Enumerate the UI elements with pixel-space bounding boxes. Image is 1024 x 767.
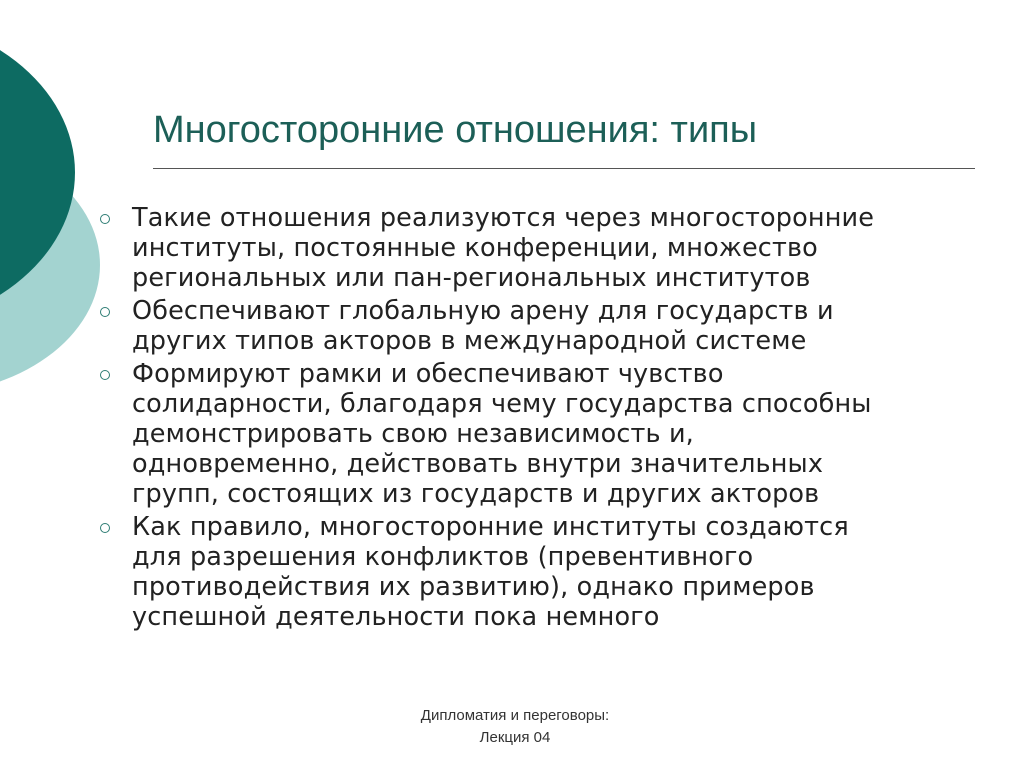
bullet-line: Формируют рамки и обеспечивают чувство — [132, 359, 724, 389]
bullet-line: демонстрировать свою независимость и, — [132, 419, 694, 449]
hollow-circle-bullet-icon — [100, 307, 110, 317]
bullet-line: Как правило, многосторонние институты создаются — [132, 512, 849, 542]
bullet-item — [100, 359, 980, 509]
bullet-item — [100, 512, 980, 632]
bullet-item — [100, 203, 980, 293]
bullet-item — [100, 296, 980, 356]
hollow-circle-bullet-icon — [100, 523, 110, 533]
bullet-line: институты, постоянные конференции, множество — [132, 233, 818, 263]
footer-course-title: Дипломатия и переговоры: — [420, 707, 610, 724]
bullet-line: групп, состоящих из государств и других акторов — [132, 479, 820, 509]
footer-lecture-number: Лекция 04 — [479, 729, 551, 746]
bullet-line: успешной деятельности пока немного — [132, 602, 660, 632]
title-divider — [153, 168, 975, 169]
bullet-line: противодействия их развитию), однако примеров — [132, 572, 815, 602]
bullet-list — [100, 203, 980, 635]
bullet-line: Такие отношения реализуются через многосторонние — [132, 203, 875, 233]
bullet-line: для разрешения конфликтов (превентивного — [132, 542, 754, 572]
hollow-circle-bullet-icon — [100, 214, 110, 224]
bullet-line: других типов акторов в международной системе — [132, 326, 807, 356]
bullet-line: региональных или пан-региональных институтов — [132, 263, 811, 293]
bullet-line: одновременно, действовать внутри значительных — [132, 449, 824, 479]
slide-title: Многосторонние отношения: типы — [153, 109, 758, 151]
bullet-line: Обеспечивают глобальную арену для государств и — [132, 296, 834, 326]
hollow-circle-bullet-icon — [100, 370, 110, 380]
bullet-line: солидарности, благодаря чему государства способны — [132, 389, 872, 419]
